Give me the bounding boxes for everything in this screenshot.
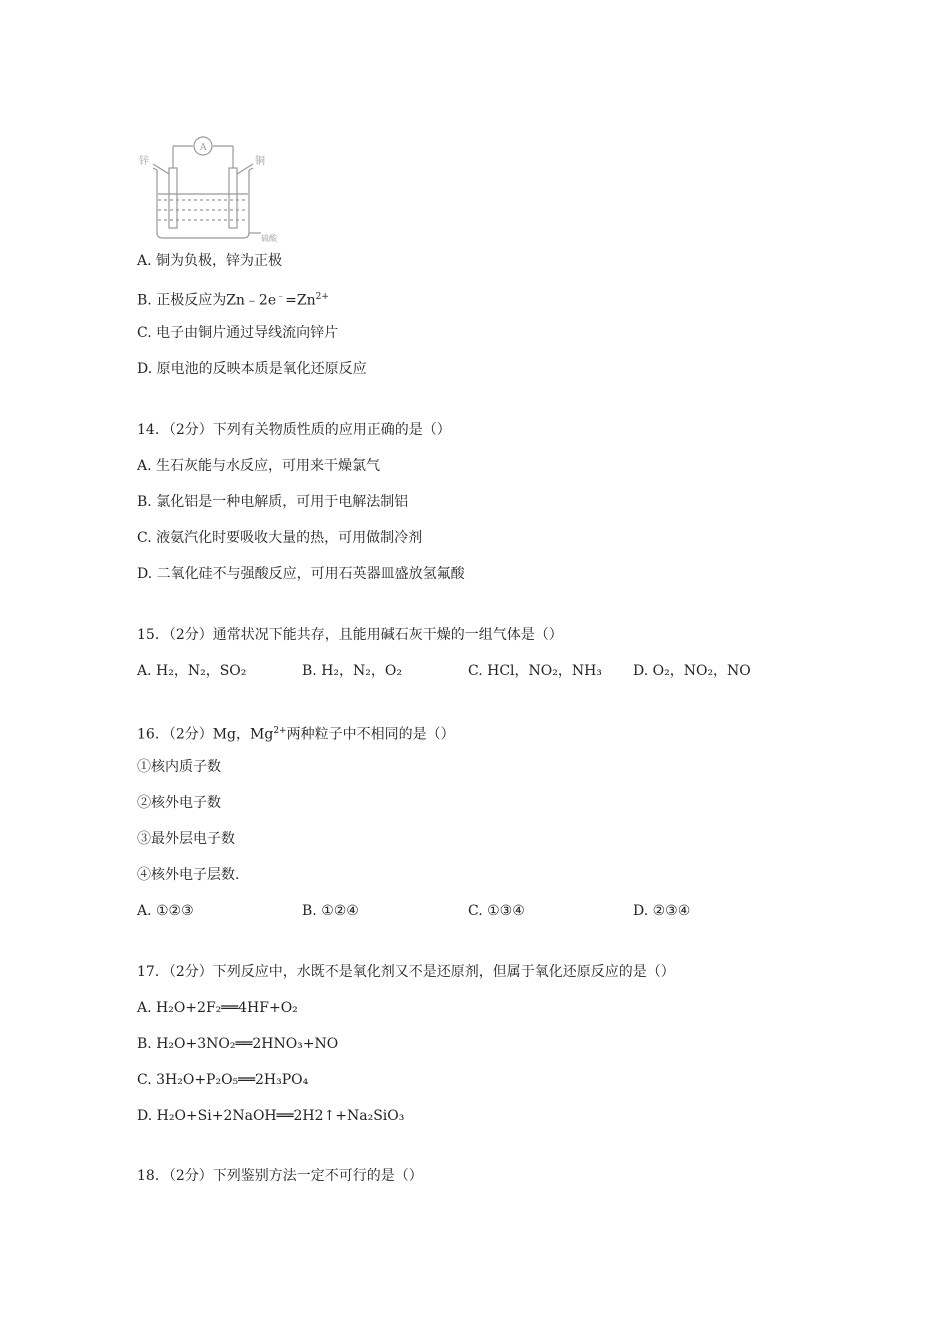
q13-option-b-mid: =Zn	[285, 292, 316, 309]
q14-option-c: C. 液氨汽化时要吸收大量的热，可用做制冷剂	[137, 530, 423, 546]
q15-stem: 15．（2分）通常状况下能共存，且能用碱石灰干燥的一组气体是（）	[137, 627, 563, 643]
q15-option-d: D. O₂，NO₂，NO	[633, 663, 751, 679]
q13-option-d: D. 原电池的反映本质是氧化还原反应	[137, 361, 367, 377]
q16-stem	[137, 721, 455, 745]
q13-option-b-sup2: 2+	[315, 292, 329, 302]
figure-right-label: 铜	[255, 156, 265, 167]
q16-option-c: C. ①③④	[468, 903, 525, 919]
q16-option-d: D. ②③④	[633, 903, 691, 919]
figure-meter-label: A	[200, 143, 207, 153]
q16-item-1: ①核内质子数	[137, 759, 221, 775]
q16-stem-pre: 16．（2分）Mg，Mg	[137, 726, 274, 743]
q13-option-b	[137, 287, 329, 311]
galvanic-cell-diagram	[135, 128, 277, 243]
q14-option-d: D. 二氧化硅不与强酸反应，可用石英器皿盛放氢氟酸	[137, 566, 465, 582]
q15-option-a: A. H₂，N₂，SO₂	[137, 663, 247, 679]
q16-stem-sup: 2+	[273, 726, 287, 736]
q17-option-c: C. 3H₂O+P₂O₅══2H₃PO₄	[137, 1072, 309, 1088]
q13-option-b-pre: B. 正极反应为Zn﹣2e	[137, 292, 277, 309]
q13-option-c: C. 电子由铜片通过导线流向锌片	[137, 325, 339, 341]
q16-stem-post: 两种粒子中不相同的是（）	[286, 726, 455, 743]
q16-item-2: ②核外电子数	[137, 795, 221, 811]
q17-option-d: D. H₂O+Si+2NaOH══2H2↑+Na₂SiO₃	[137, 1108, 405, 1124]
q15-option-c: C. HCl，NO₂，NH₃	[468, 663, 602, 679]
q17-option-b: B. H₂O+3NO₂══2HNO₃+NO	[137, 1036, 339, 1052]
q16-item-4: ④核外电子层数.	[137, 867, 240, 883]
q14-option-b: B. 氯化铝是一种电解质，可用于电解法制铝	[137, 494, 409, 510]
q15-option-b: B. H₂，N₂，O₂	[302, 663, 402, 679]
q16-option-a: A. ①②③	[137, 903, 194, 919]
q16-option-b: B. ①②④	[302, 903, 359, 919]
q18-stem: 18．（2分）下列鉴别方法一定不可行的是（）	[137, 1168, 423, 1184]
figure-solution-label: 硫酸	[261, 234, 277, 243]
q14-option-a: A. 生石灰能与水反应，可用来干燥氯气	[137, 458, 381, 474]
q16-item-3: ③最外层电子数	[137, 831, 235, 847]
q13-option-b-sup1: ﹣	[276, 292, 286, 302]
q17-stem: 17．（2分）下列反应中，水既不是氧化剂又不是还原剂，但属于氧化还原反应的是（）	[137, 964, 675, 980]
figure-left-label: 锌	[139, 156, 149, 167]
q17-option-a: A. H₂O+2F₂══4HF+O₂	[137, 1000, 298, 1016]
q14-stem: 14．（2分）下列有关物质性质的应用正确的是（）	[137, 422, 451, 438]
q13-option-a: A. 铜为负极，锌为正极	[137, 253, 283, 269]
